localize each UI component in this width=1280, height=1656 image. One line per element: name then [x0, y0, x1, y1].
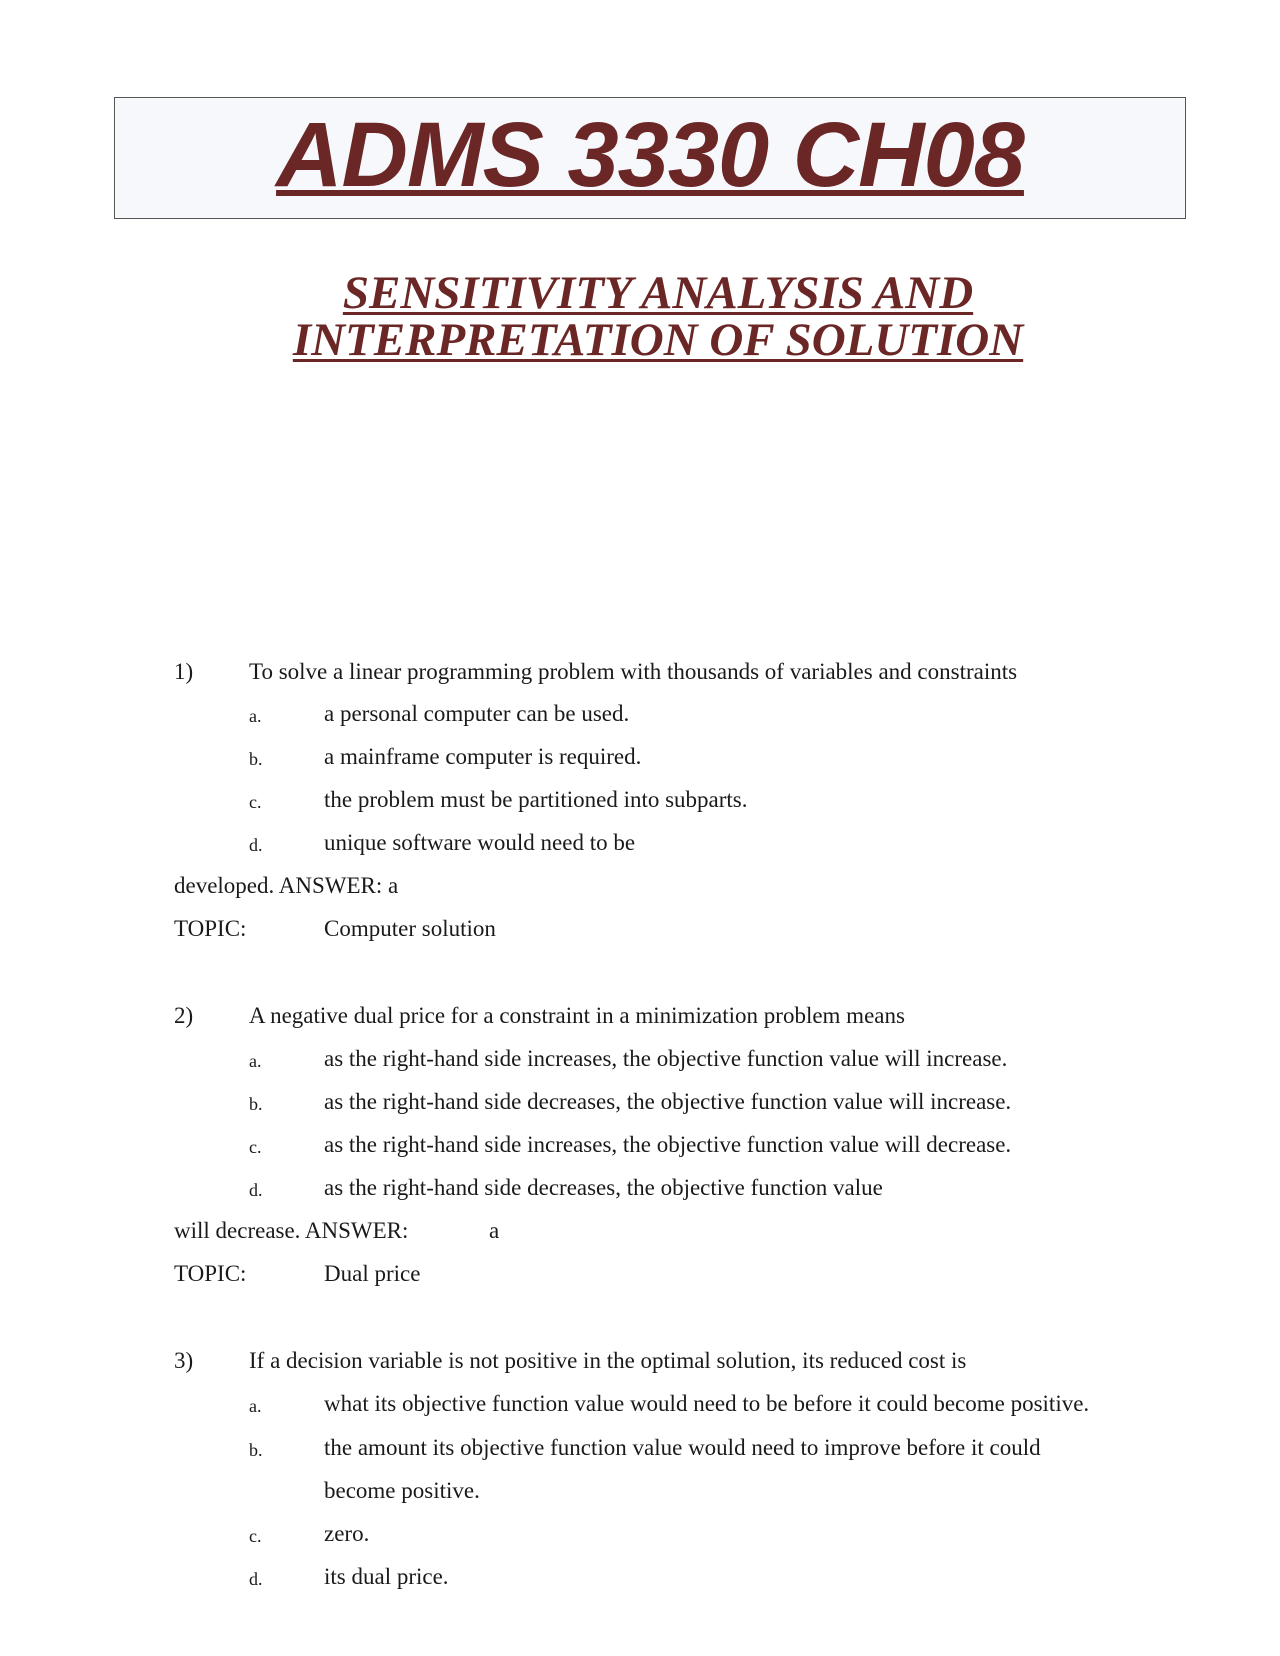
question-1-option-d: unique software would need to be: [324, 830, 636, 855]
question-3-option-c: zero.: [324, 1521, 370, 1546]
question-2-option-a: as the right-hand side increases, the objective function value will increase.: [324, 1046, 1008, 1071]
question-3-option-a-letter: a.: [249, 1396, 262, 1416]
question-1-number: 1): [174, 659, 194, 684]
question-2-option-c-letter: c.: [249, 1137, 262, 1157]
question-1-option-d-letter: d.: [249, 835, 263, 855]
question-2-option-b: as the right-hand side decreases, the objective function value will increase.: [324, 1089, 1012, 1114]
document-title: ADMS 3330 CH08: [276, 104, 1024, 206]
title-box: [114, 97, 1186, 219]
question-2-option-c: as the right-hand side increases, the objective function value will decrease.: [324, 1132, 1012, 1157]
question-2-option-b-letter: b.: [249, 1094, 263, 1114]
document-subtitle: [0, 267, 1280, 366]
question-3-number: 3): [174, 1348, 194, 1373]
question-2-number: 2): [174, 1003, 194, 1028]
question-3-option-d-letter: d.: [249, 1569, 263, 1589]
question-3-option-b-letter: b.: [249, 1440, 263, 1460]
question-2-option-a-letter: a.: [249, 1051, 262, 1071]
question-1-topic-label: TOPIC:: [174, 916, 247, 941]
question-3-option-d: its dual price.: [324, 1564, 449, 1589]
question-1-option-a-letter: a.: [249, 706, 262, 726]
question-2-stem: A negative dual price for a constraint in a minimization problem means: [249, 1003, 905, 1028]
question-2-topic: Dual price: [324, 1261, 421, 1286]
question-1-answer: developed. ANSWER: a: [174, 873, 399, 898]
question-1-option-c-letter: c.: [249, 792, 262, 812]
question-1-topic: Computer solution: [324, 916, 496, 941]
subtitle-line-1: SENSITIVITY ANALYSIS AND: [342, 267, 974, 319]
question-1-option-b: a mainframe computer is required.: [324, 744, 642, 769]
question-1-option-a: a personal computer can be used.: [324, 701, 630, 726]
question-3-option-b: the amount its objective function value would need to improve before it could: [324, 1435, 1041, 1460]
question-1-option-c: the problem must be partitioned into subparts.: [324, 787, 748, 812]
question-2-answer-label: will decrease. ANSWER:: [174, 1218, 409, 1243]
question-3-stem: If a decision variable is not positive in the optimal solution, its reduced cost is: [249, 1348, 967, 1373]
question-3-option-a: what its objective function value would need to be before it could become positive.: [324, 1391, 1090, 1416]
question-1-option-b-letter: b.: [249, 749, 263, 769]
subtitle-line-2: INTERPRETATION OF SOLUTION: [292, 314, 1024, 366]
question-2-option-d: as the right-hand side decreases, the objective function value: [324, 1175, 883, 1200]
question-2-answer-value: a: [489, 1218, 500, 1243]
question-3-option-b-line-2: become positive.: [324, 1478, 480, 1503]
question-2-option-d-letter: d.: [249, 1180, 263, 1200]
question-2-topic-label: TOPIC:: [174, 1261, 247, 1286]
question-1-stem: To solve a linear programming problem with thousands of variables and constraints: [249, 659, 1018, 684]
question-3-option-c-letter: c.: [249, 1526, 262, 1546]
